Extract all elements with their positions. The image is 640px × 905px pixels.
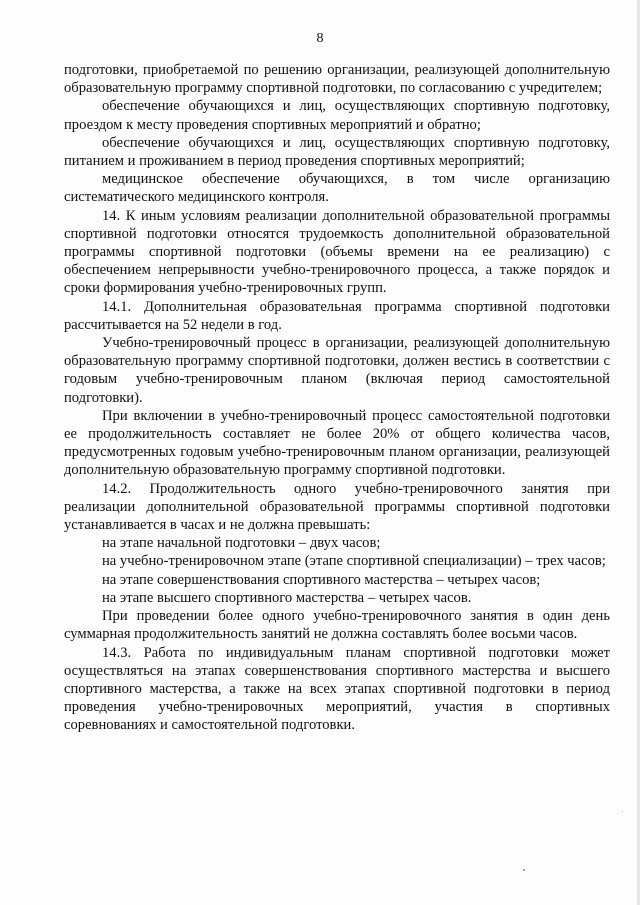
paragraph-training-process: Учебно-тренировочный процесс в организации, реализующей дополнительную образовательную программу спортивной подготовки, должен вестись в соответствии с годовым учебно-тренировочным планом (включая период самостоятельной подготовки). bbox=[64, 335, 610, 406]
paragraph-travel-provision: обеспечение обучающихся и лиц, осуществляющих спортивную подготовку, проездом к месту проведения спортивных мероприятий и обратно; bbox=[64, 98, 610, 133]
paragraph-food-lodging-provision: обеспечение обучающихся и лиц, осуществляющих спортивную подготовку, питанием и проживанием в период проведения спортивных мероприятий; bbox=[64, 134, 610, 170]
paragraph-section-14-1: 14.1. Дополнительная образовательная программа спортивной подготовки рассчитывается на 52 недели в год. bbox=[64, 298, 610, 333]
paragraph-continuation: подготовки, приобретаемой по решению организации, реализующей дополнительную образовательную программу спортивной подготовки, по согласованию с учредителем; bbox=[64, 62, 610, 97]
document-body bbox=[64, 61, 610, 735]
paragraph-daily-limit: При проведении более одного учебно-тренировочного занятия в один день суммарная продолжительность занятий не должна составлять более восьми часов. bbox=[64, 608, 610, 643]
list-item-initial-stage: на этапе начальной подготовки – двух часов; bbox=[102, 535, 381, 552]
list-item-higher-mastery-stage: на этапе высшего спортивного мастерства – четырех часов. bbox=[102, 589, 472, 606]
scan-speck bbox=[622, 811, 623, 812]
scan-speck bbox=[523, 869, 525, 871]
paragraph-section-14: 14. К иным условиям реализации дополнительной образовательной программы спортивной подготовки относятся трудоемкость дополнительной образовательной программы спортивной подготовки (объемы времени на ее реализацию) с обеспечением непрерывности учебно-тренировочного процесса, а также порядок и сроки формирования учебно-тренировочных групп. bbox=[64, 207, 610, 297]
paragraph-section-14-3: 14.3. Работа по индивидуальным планам спортивной подготовки может осуществляться на этапах совершенствования спортивного мастерства и высшего спортивного мастерства, а также на всех этапах спортивной подготовки в период проведения учебно-тренировочных мероприятий, участия в спортивных соревнованиях и самостоятельной подготовки. bbox=[64, 644, 610, 734]
paragraph-self-training: При включении в учебно-тренировочный процесс самостоятельной подготовки ее продолжительность составляет не более 20% от общего количества часов, предусмотренных годовым учебно-тренировочным планом организации, реализующей дополнительную образовательную программу спортивной подготовки. bbox=[64, 407, 610, 479]
paragraph-section-14-2: 14.2. Продолжительность одного учебно-тренировочного занятия при реализации дополнительной образовательной программы спортивной подготовки устанавливается в часах и не должна превышать: bbox=[64, 480, 610, 534]
list-item-improvement-stage: на этапе совершенствования спортивного мастерства – четырех часов; bbox=[102, 571, 541, 588]
page-number: 8 bbox=[316, 31, 324, 46]
list-item-training-stage: на учебно-тренировочном этапе (этапе спортивной специализации) – трех часов; bbox=[102, 553, 606, 570]
paragraph-medical-provision: медицинское обеспечение обучающихся, в том числе организацию систематического медицинского контроля. bbox=[64, 171, 610, 206]
